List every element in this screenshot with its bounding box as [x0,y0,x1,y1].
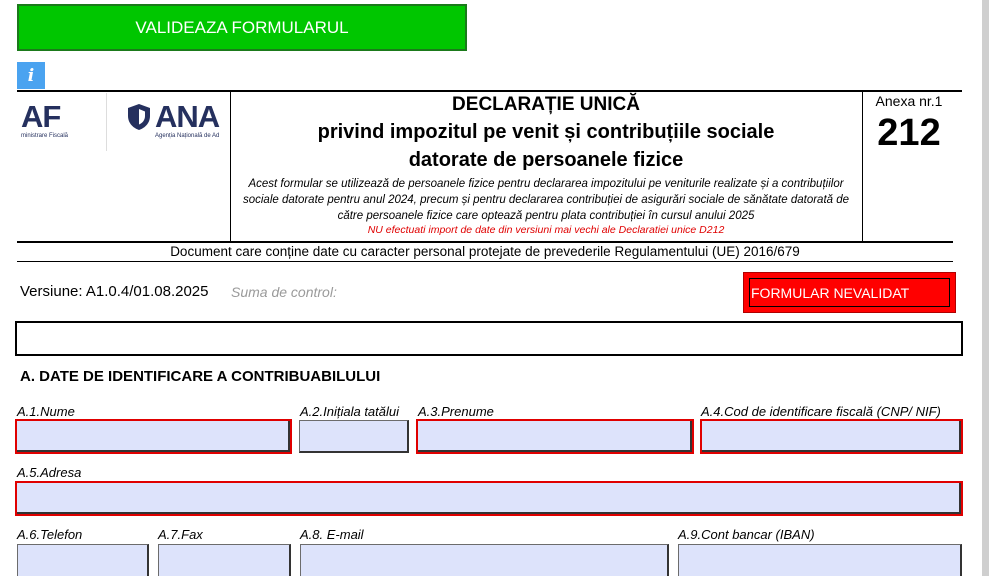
section-a-title: A. DATE DE IDENTIFICARE A CONTRIBUABILULUI [20,368,381,385]
form-description-line: sociale datorate pentru anul 2024, precum și pentru declararea contribuției de asigurări sociale de sănătate datorată de [242,194,850,206]
form-number: 212 [877,112,941,154]
declaration-title-block [231,92,861,237]
initiala-input[interactable] [300,421,407,451]
anaf-logo-text: AF [21,99,61,134]
initiala-label: A.2.Inițiala tatălui [300,404,400,419]
form-description-line: către persoanele fizice care optează pentru plata contribuției în cursul anului 2025 [337,210,755,222]
email-label: A.8. E-mail [300,527,364,542]
logo-area [17,91,230,153]
adresa-field[interactable] [15,481,963,516]
vertical-scrollbar[interactable] [982,0,989,576]
cif-input[interactable] [702,421,961,452]
page-title: DECLARAȚIE UNICĂ [452,94,640,115]
import-warning: NU efectuati import de date din versiuni mai vechi ale Declaratiei unice D212 [367,224,725,236]
checksum-label: Suma de control: [231,284,337,300]
prenume-label: A.3.Prenume [418,404,494,419]
adresa-label: A.5.Adresa [17,465,82,480]
ana-logo [127,93,230,151]
form-status-badge [743,272,956,313]
fax-field[interactable] [158,544,291,576]
form-status-label: FORMULAR NEVALIDAT [749,278,950,307]
annex-label: Anexa nr.1 [875,93,943,109]
version-label: Versiune: A1.0.4/01.08.2025 [20,283,209,300]
telefon-input[interactable] [18,545,147,576]
anaf-logo [17,93,107,151]
nume-input[interactable] [17,421,290,452]
cif-label: A.4.Cod de identificare fiscală (CNP/ NIF) [701,404,941,419]
initiala-field[interactable] [299,420,409,453]
gdpr-bottom-border [17,261,953,262]
validate-form-button[interactable]: VALIDEAZA FORMULARUL [17,4,467,51]
fax-label: A.7.Fax [158,527,203,542]
nume-label: A.1.Nume [17,404,75,419]
fax-input[interactable] [159,545,289,576]
cif-field[interactable] [700,419,963,454]
page-subtitle-line1: privind impozitul pe venit și contribuțiile sociale [317,121,775,143]
shield-icon [127,103,151,131]
page-subtitle-line2: datorate de persoanele fizice [408,149,684,171]
telefon-field[interactable] [17,544,149,576]
form-description [231,176,861,224]
iban-field[interactable] [678,544,962,576]
email-field[interactable] [300,544,669,576]
email-input[interactable] [301,545,667,576]
prenume-input[interactable] [418,421,692,452]
form-description-line: Acest formular se utilizează de persoanele fizice pentru declararea impozitului pe veniturile realizate și a contribuțiilor [248,178,844,190]
iban-label: A.9.Cont bancar (IBAN) [678,527,815,542]
adresa-input[interactable] [17,483,961,514]
gdpr-note: Document care conține date cu caracter personal protejate de prevederile Regulamentului (UE) 2016/679 [170,244,800,259]
iban-input[interactable] [679,545,960,576]
ana-logo-subtitle: Agenția Națională de Ad [155,133,220,139]
ana-logo-text: ANA [155,99,220,134]
nume-field[interactable] [15,419,292,454]
info-icon[interactable]: i [17,62,45,89]
header-bottom-border [17,241,953,243]
prenume-field[interactable] [416,419,694,454]
telefon-label: A.6.Telefon [17,527,83,542]
anaf-logo-subtitle: ministrare Fiscală [21,133,69,139]
message-box [15,321,963,356]
